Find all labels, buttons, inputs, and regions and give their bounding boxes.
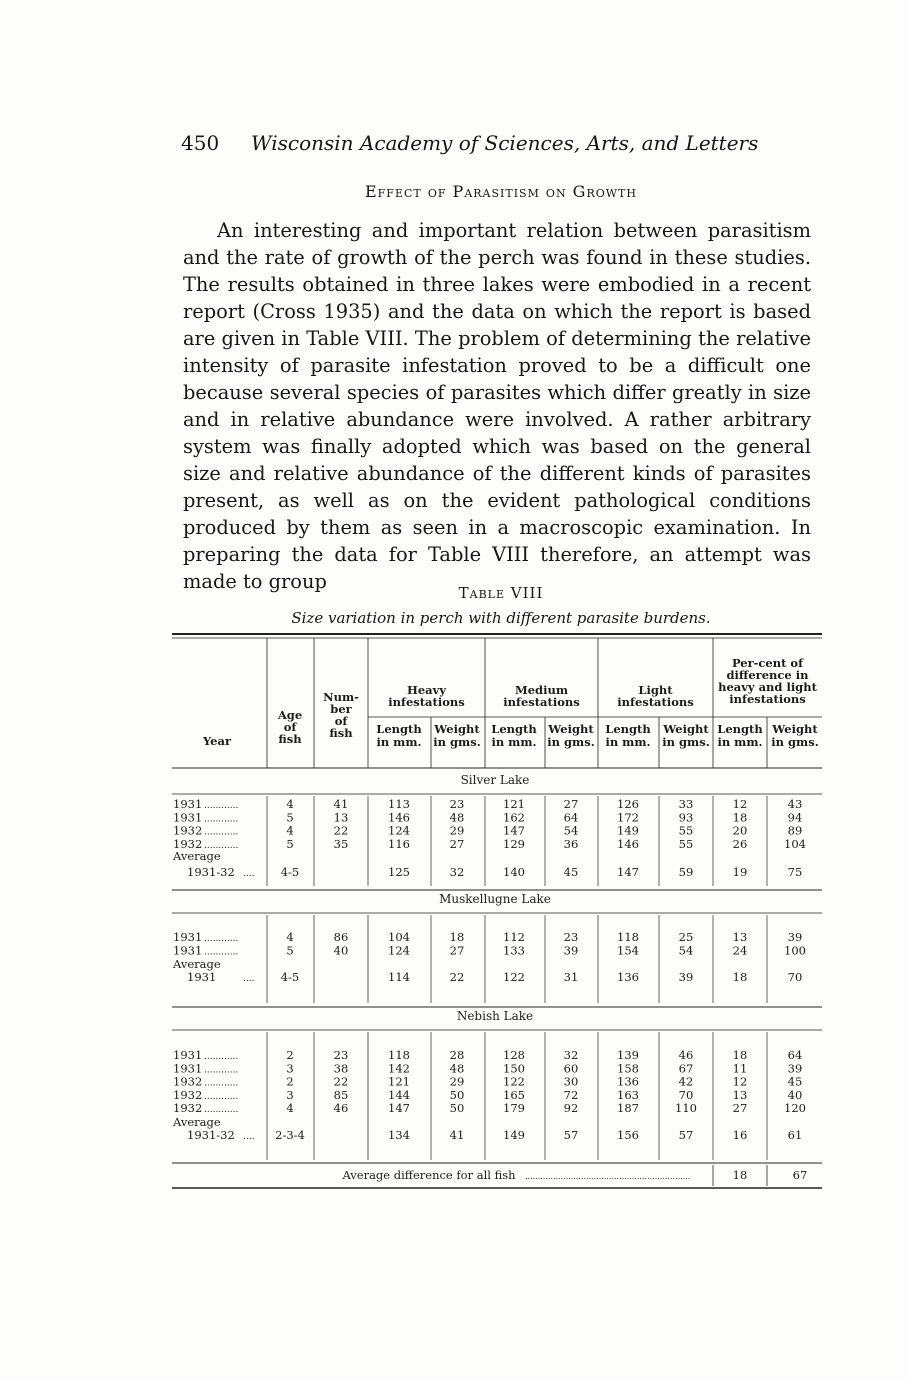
cell-value: 42 [678, 1074, 694, 1089]
average-value: 45 [563, 865, 579, 879]
cell-value: 27 [732, 1101, 748, 1116]
section-label: Silver Lake [460, 773, 530, 787]
sub-header: Weight [548, 722, 594, 736]
cell-value: 118 [617, 930, 639, 944]
average-value: 122 [503, 970, 525, 984]
average-value: 149 [503, 1128, 525, 1142]
cell-value: 40 [787, 1087, 803, 1102]
average-value: 41 [449, 1128, 465, 1142]
group-header: infestations [729, 692, 806, 706]
sub-header: Length [491, 722, 537, 736]
running-title: Wisconsin Academy of Sciences, Arts, and Letters [251, 131, 759, 155]
average-value: 31 [563, 970, 579, 984]
average-value: 39 [678, 970, 694, 984]
cell-value: 27 [563, 797, 579, 811]
cell-value: 126 [617, 797, 639, 811]
average-label: Average [173, 1115, 221, 1129]
average-value: 140 [503, 865, 525, 879]
average-value: 114 [388, 970, 410, 984]
cell-value: 121 [388, 1074, 410, 1089]
sub-header: in mm. [605, 735, 651, 749]
cell-value: 27 [449, 836, 465, 851]
cell-value: 133 [503, 943, 525, 958]
cell-value: 92 [563, 1101, 579, 1116]
cell-value: 18 [449, 930, 465, 944]
cell-value: 46 [678, 1048, 694, 1062]
sub-header: Weight [663, 722, 709, 736]
section-label: Muskellugne Lake [439, 892, 551, 906]
cell-value: 48 [449, 810, 465, 825]
cell-age: 4 [286, 797, 294, 811]
cell-value: 163 [617, 1087, 639, 1102]
cell-value: 144 [388, 1087, 410, 1102]
cell-value: 120 [784, 1101, 806, 1116]
cell-value: 187 [617, 1101, 639, 1116]
cell-value: 89 [787, 823, 803, 838]
average-value: 75 [787, 865, 803, 879]
leader-dots: ............ [204, 827, 239, 838]
col-header-age: fish [278, 732, 302, 746]
cell-year: 1932 [173, 1087, 203, 1102]
average-label: Average [173, 849, 221, 863]
group-header: Medium [515, 683, 568, 697]
cell-number: 85 [333, 1087, 349, 1102]
paragraph: An interesting and important relation between parasitism and the rate of growth of the perch was found in these studies. The results obtained in three lakes were embodied in a recent report (Cross 1935) and the data on which the report is based are given in Table VIII. The problem of determining the relative intensity of parasite infestation proved to be a difficult one because several species of parasites which differ greatly in size and in relative abundance were involved. A rather arbitrary system was finally adopted which was based on the general size and relative abundance of the different kinds of parasites present, as well as on the evident pathological conditions produced by them as seen in a macroscopic examination. In preparing the data for Table VIII therefore, an attempt was made to group [183, 219, 811, 593]
sub-header: Weight [434, 722, 480, 736]
average-years: 1931-32 [187, 1128, 235, 1142]
sub-header: in gms. [433, 735, 481, 749]
sub-header: in gms. [662, 735, 710, 749]
cell-value: 110 [675, 1101, 697, 1116]
leader-dots: ............ [204, 1105, 239, 1116]
cell-value: 149 [617, 823, 639, 838]
cell-value: 29 [449, 823, 465, 838]
leader-dots: ............ [204, 1065, 239, 1076]
cell-value: 165 [503, 1087, 525, 1102]
average-value: 22 [449, 970, 465, 984]
cell-value: 136 [617, 1074, 639, 1089]
cell-number: 35 [333, 836, 349, 851]
cell-value: 54 [563, 823, 579, 838]
leader-dots: ............ [204, 1091, 239, 1102]
sub-header: in mm. [491, 735, 537, 749]
cell-value: 55 [678, 823, 694, 838]
cell-value: 39 [563, 943, 579, 958]
sub-header: Weight [772, 722, 818, 736]
group-header: infestations [388, 695, 465, 709]
cell-number: 46 [333, 1101, 349, 1116]
cell-value: 129 [503, 836, 525, 851]
cell-value: 154 [617, 943, 639, 958]
cell-age: 3 [286, 1087, 294, 1102]
sub-header: in gms. [547, 735, 595, 749]
cell-value: 146 [617, 836, 639, 851]
cell-value: 13 [732, 930, 748, 944]
sub-header: in mm. [717, 735, 763, 749]
footer-value: 18 [732, 1168, 748, 1182]
leader-dots: .... [243, 974, 255, 984]
cell-year: 1932 [173, 1101, 203, 1116]
cell-year: 1931 [173, 943, 203, 958]
cell-year: 1931 [173, 797, 203, 811]
leader-dots: ............ [204, 934, 239, 944]
cell-value: 124 [388, 823, 410, 838]
cell-value: 26 [732, 836, 748, 851]
cell-value: 24 [732, 943, 748, 958]
sub-header: in gms. [771, 735, 819, 749]
leader-dots: ............ [204, 840, 239, 851]
average-value: 59 [678, 865, 694, 879]
leader-dots: ................................................................. [525, 1172, 691, 1181]
footer-label: Average difference for all fish [342, 1168, 516, 1182]
leader-dots: .... [243, 869, 255, 879]
cell-number: 23 [333, 1048, 349, 1062]
table-title: Table VIII [458, 584, 544, 602]
average-value: 19 [732, 865, 748, 879]
average-age: 4-5 [280, 970, 300, 984]
cell-number: 86 [333, 930, 349, 944]
cell-value: 93 [678, 810, 694, 825]
cell-value: 29 [449, 1074, 465, 1089]
cell-age: 2 [286, 1048, 294, 1062]
cell-value: 32 [563, 1048, 579, 1062]
cell-value: 43 [787, 797, 803, 811]
cell-value: 60 [563, 1061, 579, 1076]
cell-year: 1931 [173, 1061, 203, 1076]
average-value: 16 [732, 1128, 748, 1142]
cell-value: 70 [678, 1087, 694, 1102]
sub-header: Length [605, 722, 651, 736]
average-value: 70 [787, 970, 803, 984]
cell-value: 25 [678, 930, 694, 944]
leader-dots: .... [243, 1132, 255, 1142]
cell-year: 1931 [173, 810, 203, 825]
cell-value: 30 [563, 1074, 579, 1089]
cell-value: 116 [388, 836, 410, 851]
average-age: 2-3-4 [275, 1128, 305, 1142]
group-header: Heavy [407, 683, 446, 697]
average-value: 134 [388, 1128, 410, 1142]
cell-value: 147 [388, 1101, 410, 1116]
cell-year: 1932 [173, 836, 203, 851]
cell-value: 121 [503, 797, 525, 811]
group-header: infestations [617, 695, 694, 709]
cell-value: 139 [617, 1048, 639, 1062]
cell-value: 100 [784, 943, 806, 958]
page-number: 450 [181, 131, 220, 155]
cell-value: 36 [563, 836, 579, 851]
cell-age: 2 [286, 1074, 294, 1089]
group-header: infestations [503, 695, 580, 709]
cell-age: 4 [286, 1101, 294, 1116]
cell-year: 1931 [173, 1048, 203, 1062]
cell-value: 150 [503, 1061, 525, 1076]
cell-value: 27 [449, 943, 465, 958]
cell-value: 179 [503, 1101, 525, 1116]
sub-header: Length [717, 722, 763, 736]
cell-number: 40 [333, 943, 349, 958]
cell-age: 4 [286, 930, 294, 944]
cell-value: 128 [503, 1048, 525, 1062]
col-header-number: ber [330, 702, 352, 716]
sub-header: Length [376, 722, 422, 736]
group-header: heavy and light [718, 680, 817, 694]
col-header-number: fish [329, 726, 353, 740]
leader-dots: ............ [204, 947, 239, 958]
cell-value: 54 [678, 943, 694, 958]
cell-value: 147 [503, 823, 525, 838]
cell-number: 38 [333, 1061, 349, 1076]
cell-value: 48 [449, 1061, 465, 1076]
cell-value: 33 [678, 797, 694, 811]
cell-number: 22 [333, 1074, 349, 1089]
average-age: 4-5 [280, 865, 300, 879]
footer-value: 67 [792, 1168, 808, 1182]
cell-value: 28 [449, 1048, 465, 1062]
group-header: Light [638, 683, 673, 697]
cell-value: 50 [449, 1087, 465, 1102]
average-label: Average [173, 957, 221, 971]
cell-value: 124 [388, 943, 410, 958]
cell-value: 11 [732, 1061, 748, 1076]
leader-dots: ............ [204, 814, 239, 825]
cell-value: 12 [732, 1074, 748, 1089]
average-value: 147 [617, 865, 639, 879]
cell-age: 5 [286, 943, 294, 958]
section-label: Nebish Lake [456, 1009, 534, 1023]
cell-value: 104 [388, 930, 410, 944]
cell-value: 64 [563, 810, 579, 825]
cell-age: 5 [286, 810, 294, 825]
cell-value: 18 [732, 810, 748, 825]
cell-value: 12 [732, 797, 748, 811]
cell-value: 13 [732, 1087, 748, 1102]
cell-value: 146 [388, 810, 410, 825]
leader-dots: ............ [204, 1052, 239, 1062]
cell-value: 94 [787, 810, 803, 825]
cell-age: 3 [286, 1061, 294, 1076]
cell-value: 104 [784, 836, 806, 851]
cell-value: 39 [787, 1061, 803, 1076]
leader-dots: ............ [204, 801, 239, 811]
cell-year: 1931 [173, 930, 203, 944]
cell-value: 172 [617, 810, 639, 825]
cell-value: 55 [678, 836, 694, 851]
cell-age: 5 [286, 836, 294, 851]
col-header-age: Age [277, 708, 303, 722]
cell-value: 23 [563, 930, 579, 944]
section-title: Effect of Parasitism on Growth [365, 182, 637, 201]
cell-number: 41 [333, 797, 349, 811]
cell-value: 20 [732, 823, 748, 838]
cell-value: 113 [388, 797, 410, 811]
cell-year: 1932 [173, 1074, 203, 1089]
col-header-number: of [334, 714, 348, 728]
cell-value: 23 [449, 797, 465, 811]
sub-header: in mm. [376, 735, 422, 749]
table-caption: Size variation in perch with different parasite burdens. [291, 609, 711, 627]
cell-value: 118 [388, 1048, 410, 1062]
average-value: 57 [678, 1128, 694, 1142]
average-value: 57 [563, 1128, 579, 1142]
cell-value: 142 [388, 1061, 410, 1076]
cell-value: 50 [449, 1101, 465, 1116]
group-header: difference in [726, 668, 809, 682]
cell-value: 64 [787, 1048, 803, 1062]
average-value: 18 [732, 970, 748, 984]
cell-value: 158 [617, 1061, 639, 1076]
average-value: 156 [617, 1128, 639, 1142]
cell-value: 67 [678, 1061, 694, 1076]
cell-value: 112 [503, 930, 525, 944]
cell-number: 13 [333, 810, 349, 825]
group-header: Per-cent of [731, 656, 804, 670]
average-value: 125 [388, 865, 410, 879]
cell-value: 39 [787, 930, 803, 944]
cell-value: 122 [503, 1074, 525, 1089]
average-years: 1931-32 [187, 865, 235, 879]
leader-dots: ............ [204, 1078, 239, 1089]
cell-value: 162 [503, 810, 525, 825]
cell-number: 22 [333, 823, 349, 838]
cell-age: 4 [286, 823, 294, 838]
average-value: 32 [449, 865, 465, 879]
col-header-year: Year [202, 734, 232, 748]
average-value: 136 [617, 970, 639, 984]
average-value: 61 [787, 1128, 803, 1142]
col-header-number: Num- [323, 690, 359, 704]
col-header-age: of [283, 720, 297, 734]
average-years: 1931 [187, 970, 217, 984]
cell-value: 45 [787, 1074, 803, 1089]
cell-value: 72 [563, 1087, 579, 1102]
cell-value: 18 [732, 1048, 748, 1062]
cell-year: 1932 [173, 823, 203, 838]
